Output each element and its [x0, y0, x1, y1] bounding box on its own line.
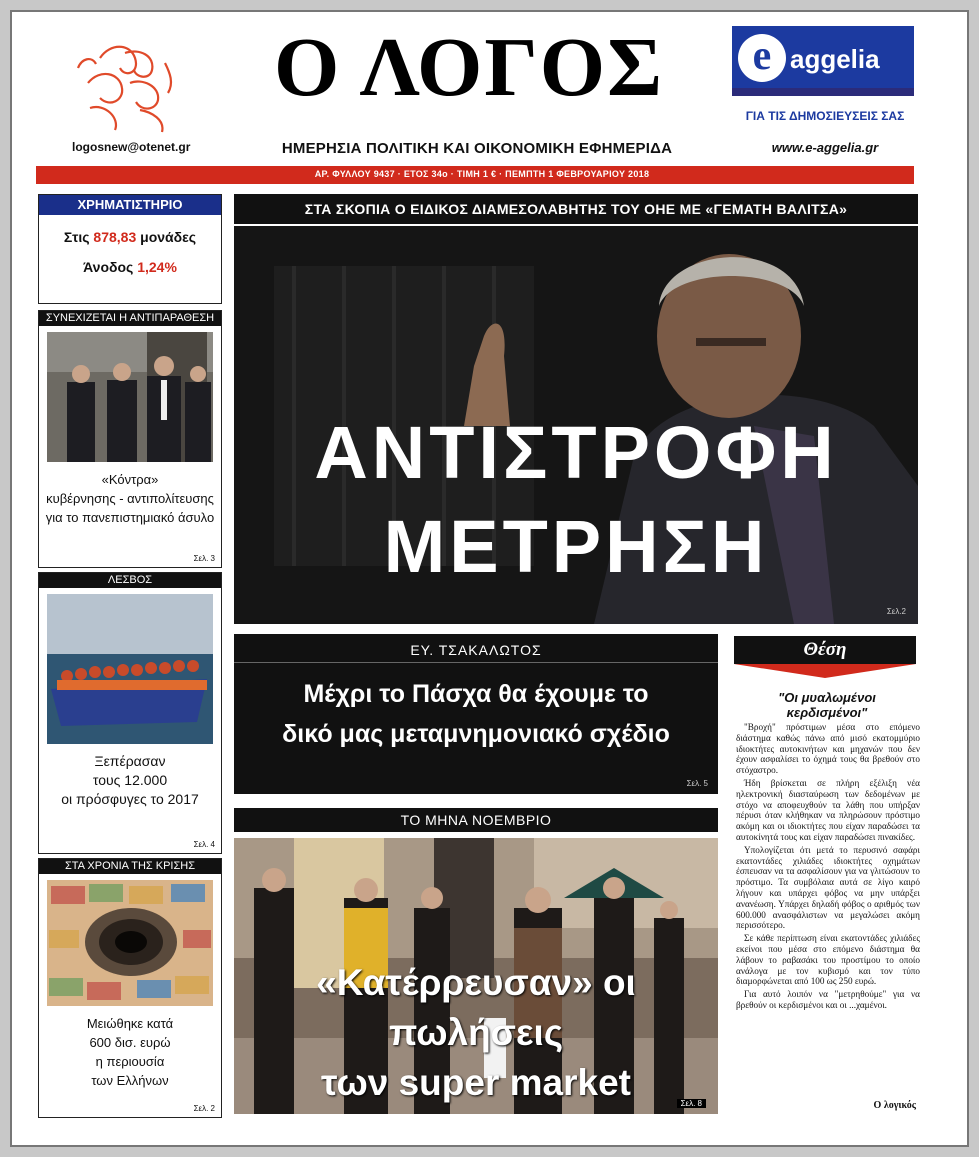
lead-story[interactable]: [234, 226, 918, 624]
tsakalotos-quote-line: Μέχρι το Πάσχα θα έχουμε το: [303, 680, 649, 708]
sidebar-story-line: 600 δισ. ευρώ: [89, 1035, 171, 1050]
opinion-title[interactable]: "Οι μυαλωμένοι κερδισμένοι": [778, 690, 876, 720]
opinion-body: [736, 722, 920, 1013]
eaggelia-ad-strip: [732, 88, 914, 96]
tsakalotos-quote: [234, 674, 718, 754]
sidebar-story-header: ΣΤΑ ΧΡΟΝΙΑ ΤΗΣ ΚΡΙΣΗΣ: [39, 859, 221, 874]
stock-rise-value: 1,24%: [137, 259, 177, 275]
tsakalotos-quote-line: δικό μας μεταμνημονιακό σχέδιο: [282, 720, 670, 748]
sidebar-story-header: ΛΕΣΒΟΣ: [39, 573, 221, 588]
sidebar-story-line: κυβέρνησης - αντιπολίτευσης: [46, 491, 214, 506]
supermarket-story[interactable]: [234, 838, 718, 1114]
page-reference: Σελ. 8: [677, 1099, 706, 1108]
issue-info-text: ΑΡ. ΦΥΛΛΟΥ 9437 · ΕΤΟΣ 34ο · ΤΙΜΗ 1 € · ΠΕΜΠΤΗ 1 ΦΕΒΡΟΥΑΡΙΟΥ 2018: [314, 169, 650, 179]
page-reference: Σελ. 4: [193, 840, 215, 849]
stock-exchange-header: ΧΡΗΜΑΤΙΣΤΗΡΙΟ: [39, 195, 221, 215]
opinion-paragraph: Σε κάθε περίπτωση είναι εκατοντάδες χιλιάδες εκείνοι που μέσα στο επόμενο διάστημα θα λάβουν το ραβασάκι του προστίμου το οποίο ανάλογα με τον κυβισμό και τον τύπο διαμορφώνεται από 100 ως 250 ευρώ.: [736, 933, 920, 987]
stock-value-prefix: Στις: [63, 229, 90, 245]
sidebar-story-line: Μειώθηκε κατά: [86, 1016, 174, 1031]
supermarket-kicker[interactable]: ΤΟ ΜΗΝΑ ΝΟΕΜΒΡΙΟ: [234, 808, 718, 832]
stock-value-suffix: μονάδες: [140, 229, 197, 245]
politicians-photo: [47, 332, 213, 462]
stock-index-value: 878,83: [93, 229, 137, 245]
supermarket-headline-line: «Κατέρρευσαν» οι πωλήσεις: [316, 962, 636, 1053]
eaggelia-tagline: ΓΙΑ ΤΙΣ ΔΗΜΟΣΙΕΥΣΕΙΣ ΣΑΣ: [745, 109, 905, 123]
sidebar-story-text: [39, 752, 221, 809]
page-reference: Σελ. 5: [686, 779, 708, 788]
opinion-paragraph: "Βροχή" πρόστιμων μέσα στο επόμενο διάστημα καθώς πάνω από μισό εκατομμύριο ιδιοκτήτες αυτοκινήτων και μηχανών που δεν έχουν ασφαλίσει το όχημά τους θα βρεθούν στο στόχαστρο.: [736, 722, 920, 776]
page-reference: Σελ.2: [886, 607, 906, 616]
lead-kicker[interactable]: ΣΤΑ ΣΚΟΠΙΑ Ο ΕΙΔΙΚΟΣ ΔΙΑΜΕΣΟΛΑΒΗΤΗΣ ΤΟΥ ΟΗΕ ΜΕ «ΓΕΜΑΤΗ ΒΑΛΙΤΣΑ»: [234, 194, 918, 224]
eaggelia-ad-banner[interactable]: [732, 26, 914, 96]
sidebar-story-line: η περιουσία: [95, 1054, 165, 1069]
page-reference: Σελ. 2: [193, 1104, 215, 1113]
sidebar-story-lesvos[interactable]: [38, 572, 222, 854]
divider: [234, 662, 718, 663]
sidebar-story-line: των Ελλήνων: [91, 1073, 169, 1088]
refugee-boat-photo: [47, 594, 213, 744]
tsakalotos-story[interactable]: [234, 634, 718, 794]
money-drain-illustration: [47, 880, 213, 1006]
newspaper-masthead: Ο ΛΟΓΟΣ: [273, 21, 665, 114]
stock-rise-label: Άνοδος: [83, 259, 134, 275]
opinion-signature: Ο λογικός: [873, 1100, 916, 1111]
opinion-label-arrow: [734, 664, 916, 678]
supermarket-headline-line: των super market: [321, 1062, 631, 1103]
sidebar-story-text: [39, 1014, 221, 1090]
supermarket-headline: [234, 958, 718, 1108]
eaggelia-e-logo: e: [738, 34, 786, 82]
logo-figures-illustration: [70, 38, 182, 138]
lead-headline: [234, 406, 918, 594]
sidebar-story-line: «Κόντρα»: [101, 472, 159, 487]
newspaper-front-page: [10, 10, 969, 1147]
contact-email: logosnew@otenet.gr: [72, 140, 191, 154]
sidebar-story-asylum[interactable]: [38, 310, 222, 568]
eaggelia-url[interactable]: www.e-aggelia.gr: [771, 140, 879, 155]
opinion-paragraph: Υπολογίζεται ότι μετά το περυσινό σαφάρι εκατοντάδες χιλιάδες ιδιοκτήτες οχημάτων έσπευσαν να τα ασφαλίσουν για να γλιτώσουν το πρόστιμο. Τα συμβόλαια αυτά σε λίγο καιρό λήγουν και υπάρχει φόβος να μην υπάρξει ανανέωση. Υπάρχει δηλαδή φόβος ο αριθμός των 600.000 ανασφάλιστων να μεγαλώσει ακόμη περισσότερο.: [736, 844, 920, 931]
tsakalotos-name: ΕΥ. ΤΣΑΚΑΛΩΤΟΣ: [410, 642, 542, 658]
page-reference: Σελ. 3: [193, 554, 215, 563]
sidebar-story-line: για το πανεπιστημιακό άσυλο: [45, 510, 215, 525]
eaggelia-brand: aggelia: [790, 44, 880, 74]
opinion-label: Θέση: [734, 636, 916, 664]
sidebar-story-text: [39, 470, 221, 527]
lead-headline-line: ΑΝΤΙΣΤΡΟΦΗ: [314, 411, 838, 494]
stock-index-value-line: [39, 229, 221, 245]
newspaper-subtitle: ΗΜΕΡΗΣΙΑ ΠΟΛΙΤΙΚΗ ΚΑΙ ΟΙΚΟΝΟΜΙΚΗ ΕΦΗΜΕΡΙΔΑ: [281, 140, 673, 157]
lead-headline-line: ΜΕΤΡΗΣΗ: [383, 505, 769, 588]
sidebar-story-crisis[interactable]: [38, 858, 222, 1118]
opinion-paragraph: Ήδη βρίσκεται σε πλήρη εξέλιξη νέα ηλεκτρονική διασταύρωση των δεδομένων με στόχο να αποφευχθούν τα λάθη που υπήρξαν πέρυσι όταν κλήθηκαν να πληρώσουν πρόστιμο ακόμη και οι ιδιοκτήτες που είχαν παραδώσει τα αυτοκίνητά τους και είχαν παραδώσει πινακίδες.: [736, 777, 920, 842]
opinion-paragraph: Για αυτό λοιπόν να "μετρηθούμε" για να βρεθούν οι κερδισμένοι και οι ...χαμένοι.: [736, 989, 920, 1010]
sidebar-story-line: τους 12.000: [92, 772, 168, 788]
sidebar-story-header: ΣΥΝΕΧΙΖΕΤΑΙ Η ΑΝΤΙΠΑΡΑΘΕΣΗ: [39, 311, 221, 326]
stock-rise-line: [39, 259, 221, 275]
stock-exchange-box: [38, 194, 222, 304]
sidebar-story-line: Ξεπέρασαν: [94, 753, 166, 769]
sidebar-story-line: οι πρόσφυγες το 2017: [61, 791, 199, 807]
